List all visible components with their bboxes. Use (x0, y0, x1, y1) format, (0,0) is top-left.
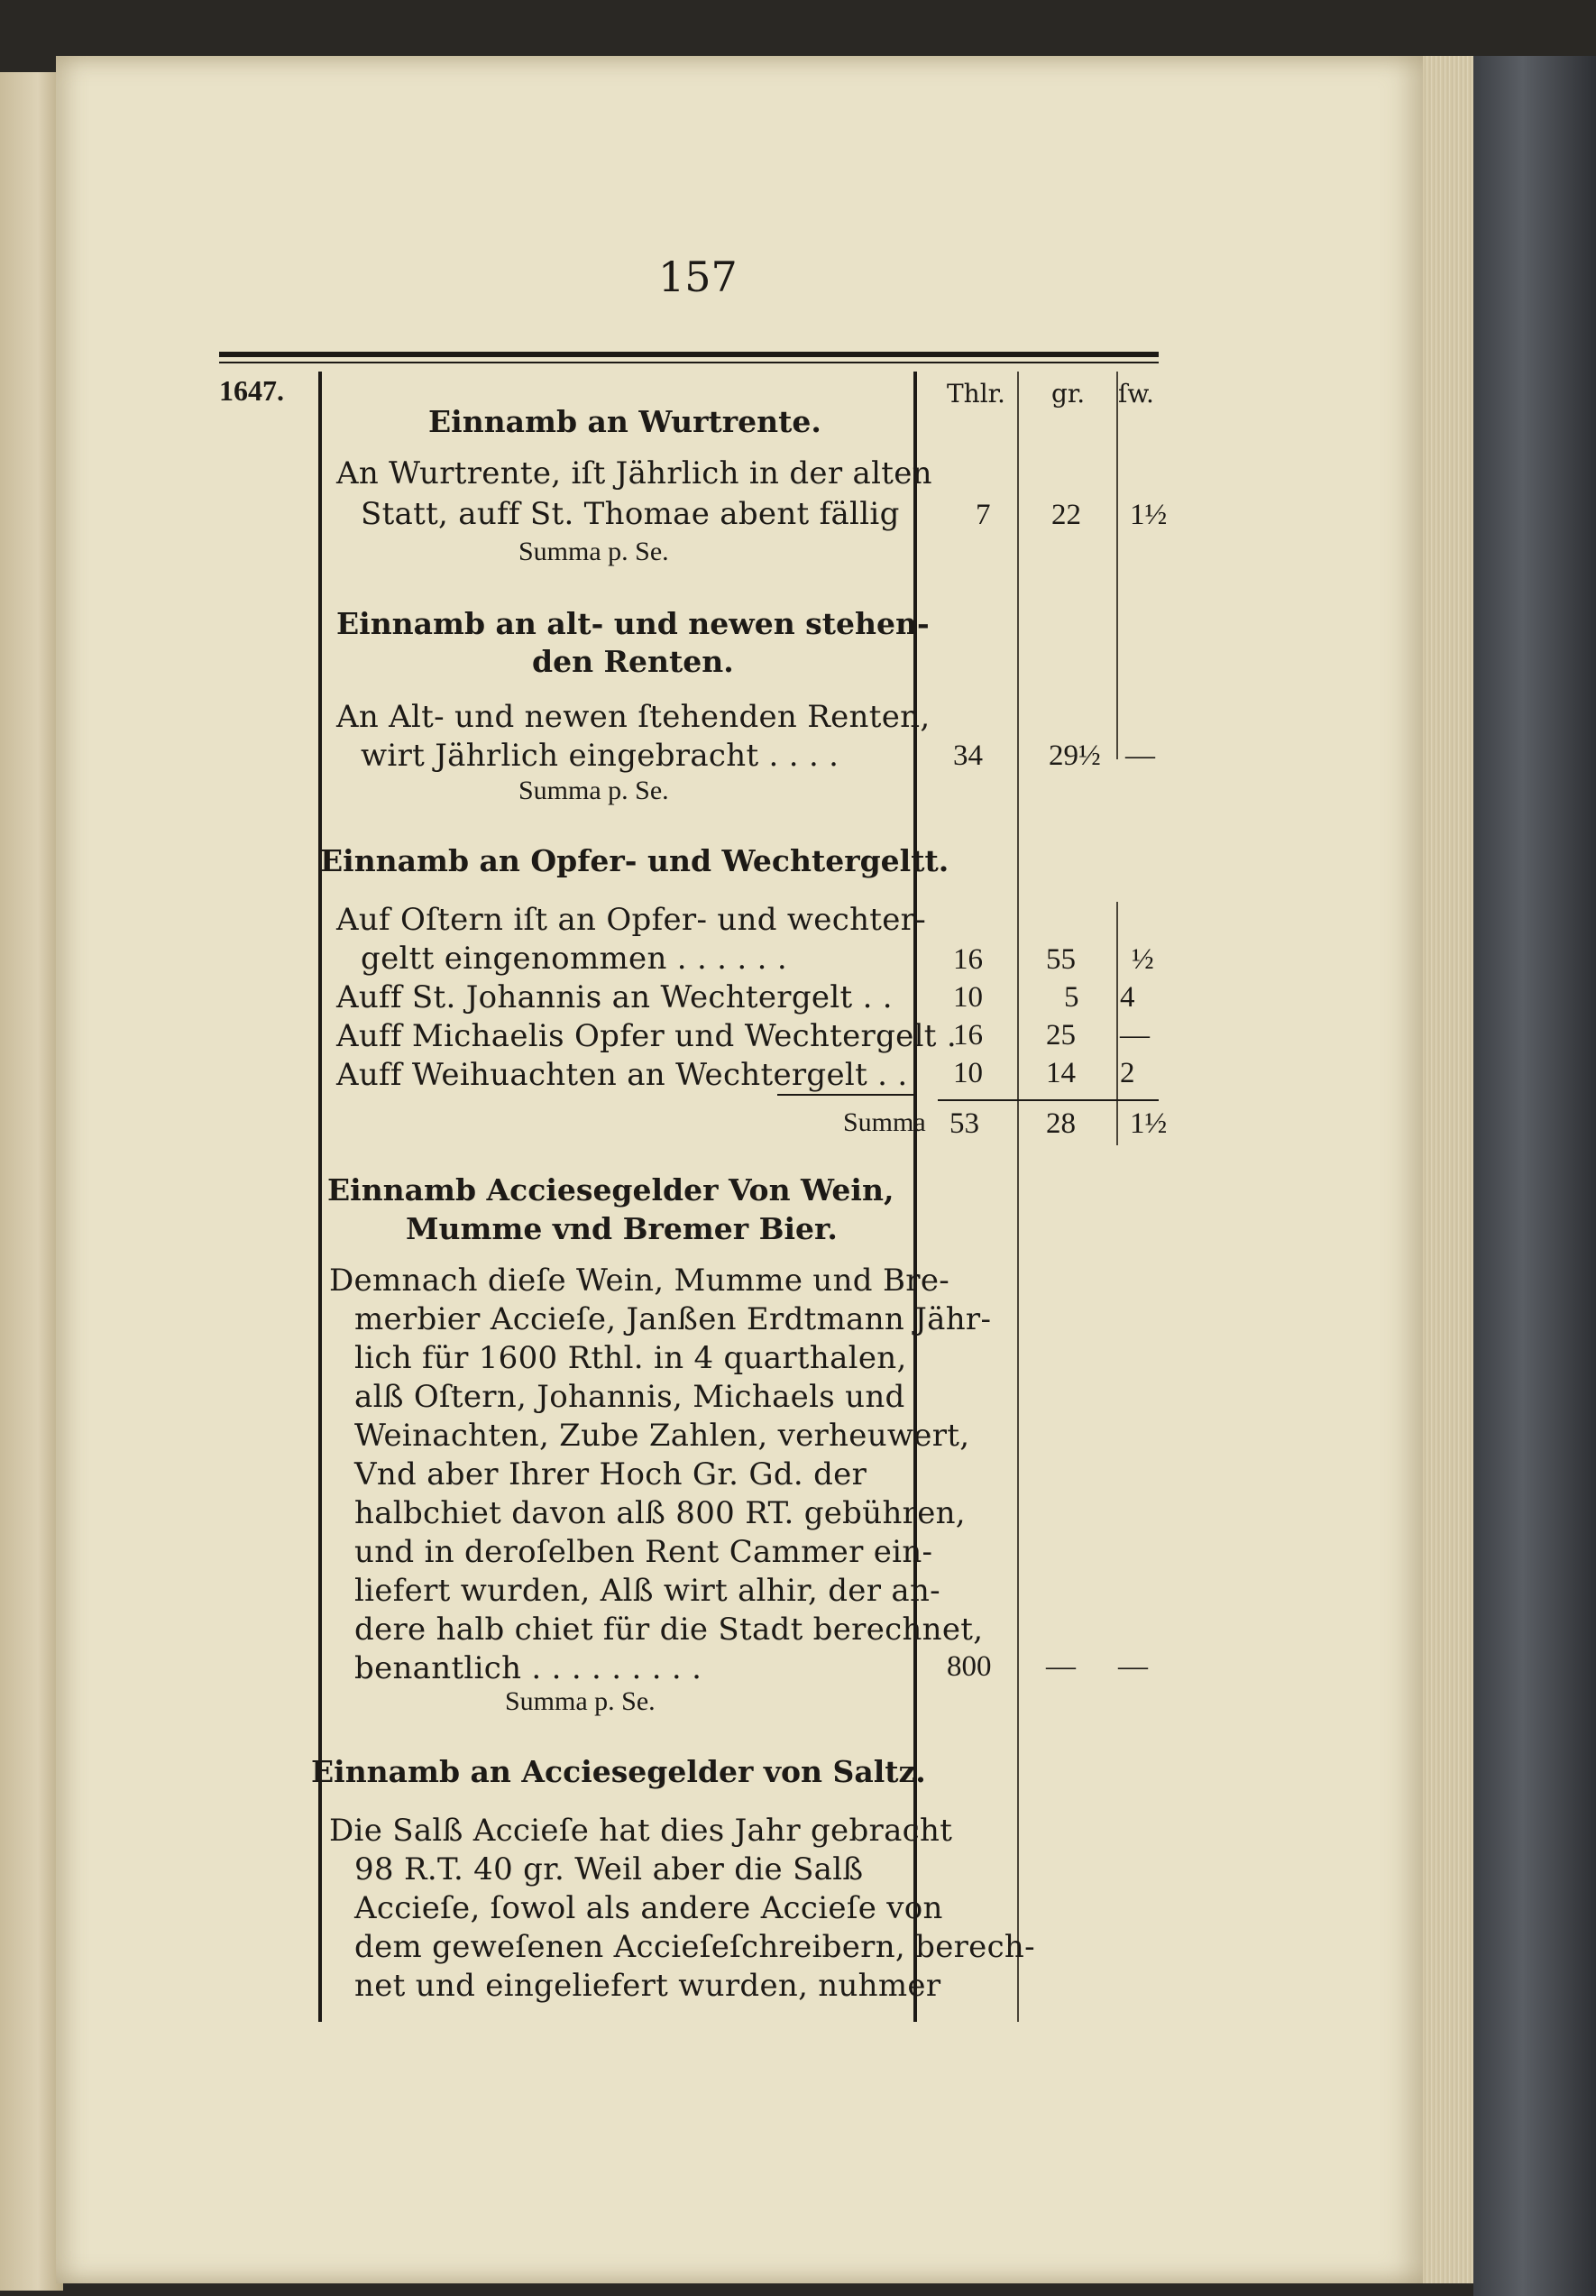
amount-thlr: 34 (953, 739, 983, 772)
total-sw: 1½ (1130, 1107, 1168, 1140)
section-text-line: halbchiet davon alß 800 RT. gebühren, (354, 1495, 966, 1531)
section-heading: Mumme vnd Bremer Bier. (406, 1211, 838, 1246)
section-text-line: 98 R.T. 40 gr. Weil aber die Salß (354, 1851, 864, 1887)
column-header-thlr: Thlr. (947, 379, 1005, 409)
amount-sw: — (1120, 1019, 1150, 1052)
thlr-gr-divider (1017, 372, 1019, 2022)
section-heading: den Renten. (532, 644, 734, 679)
amount-thlr: 800 (947, 1650, 992, 1683)
section-text-line: und in deroſelben Rent Cammer ein- (354, 1534, 933, 1570)
section-text-line: Die Salß Accieſe hat dies Jahr gebracht (329, 1813, 953, 1849)
amount-gr: 5 (1064, 981, 1079, 1014)
section-heading: Einnamb Acciesegelder Von Wein, (327, 1172, 894, 1208)
page-number: 157 (658, 253, 738, 301)
header-rule-thick (219, 352, 1159, 357)
section-heading: Einnamb an alt- und newen stehen- (336, 606, 930, 641)
amount-gr: 14 (1046, 1057, 1076, 1089)
amount-sw: 4 (1120, 981, 1135, 1014)
section-text-line: An Alt- und newen ſtehenden Renten, (336, 699, 931, 735)
section-text-line: Demnach dieſe Wein, Mumme und Bre- (329, 1263, 950, 1299)
section-text-line: dere halb chiet für die Stadt berechnet, (354, 1612, 984, 1648)
section-text-line: Accieſe, ſowol als andere Accieſe von (354, 1890, 943, 1926)
column-header-gr: gr. (1051, 379, 1086, 409)
total-thlr: 53 (949, 1107, 979, 1140)
amount-sw: 2 (1120, 1057, 1135, 1089)
section-text-line: Weinachten, Zube Zahlen, verheuwert, (354, 1418, 970, 1454)
amount-gr: 22 (1051, 499, 1081, 531)
section-text-line: Auff Weihuachten an Wechtergelt . . (336, 1057, 908, 1093)
amount-sw: — (1118, 1650, 1148, 1683)
header-rule-thin (219, 362, 1159, 363)
section-heading: Einnamb an Opfer- und Wechtergeltt. (320, 843, 949, 878)
previous-page-edge (0, 72, 63, 2291)
amount-gr: 55 (1046, 943, 1076, 976)
subtotal-rule (777, 1094, 913, 1096)
amount-thlr: 7 (976, 499, 991, 531)
section-heading: Einnamb an Acciesegelder von Saltz. (311, 1754, 926, 1789)
gr-sw-divider-lower (1116, 902, 1118, 1145)
year-label: 1647. (219, 374, 284, 407)
amount-sw: ½ (1132, 943, 1154, 976)
section-text-line: merbier Accieſe, Janßen Erdtmann Jähr- (354, 1301, 992, 1337)
section-heading: Einnamb an Wurtrente. (428, 404, 821, 439)
amount-sw: 1½ (1130, 499, 1168, 531)
page-block-edges (1423, 56, 1477, 2283)
section-text-line: Vnd aber Ihrer Hoch Gr. Gd. der (354, 1456, 867, 1492)
amount-thlr: 16 (953, 943, 983, 976)
gr-sw-divider (1116, 372, 1118, 759)
section-text-line: An Wurtrente, iſt Jährlich in der alten (336, 455, 932, 491)
section-text-line: dem geweſenen Accieſeſchreibern, berech- (354, 1929, 1035, 1965)
section-text-line: net und eingeliefert wurden, nuhmer (354, 1968, 941, 2004)
section-text-line: benantlich . . . . . . . . . (354, 1650, 702, 1686)
subtotal-rule-amounts (938, 1099, 1159, 1101)
amount-thlr: 10 (953, 981, 983, 1014)
total-gr: 28 (1046, 1107, 1076, 1140)
summa-label: Summa (843, 1107, 926, 1137)
section-text-line: lich für 1600 Rthl. in 4 quarthalen, (354, 1340, 907, 1376)
section-text-line: liefert wurden, Alß wirt alhir, der an- (354, 1573, 940, 1609)
amount-gr: 25 (1046, 1019, 1076, 1052)
section-text-line: geltt eingenommen . . . . . . (361, 941, 787, 977)
amount-thlr: 16 (953, 1019, 983, 1052)
section-text-line: Statt, auff St. Thomae abent fällig (361, 496, 900, 532)
section-text-line: Auff Michaelis Opfer und Wechtergelt . (336, 1018, 957, 1054)
column-header-sw: ſw. (1118, 379, 1154, 409)
section-text-line: Auf Oſtern iſt an Opfer- und wechter- (336, 902, 926, 938)
section-text-line: wirt Jährlich eingebracht . . . . (361, 738, 839, 774)
section-text-line: Auff St. Johannis an Wechtergelt . . (336, 979, 893, 1015)
book-cover (1473, 56, 1596, 2296)
amount-sw: — (1125, 739, 1155, 772)
amount-thlr: 10 (953, 1057, 983, 1089)
summa-label: Summa p. Se. (505, 1686, 656, 1716)
summa-label: Summa p. Se. (518, 537, 669, 566)
section-text-line: alß Oſtern, Johannis, Michaels und (354, 1379, 905, 1415)
summa-label: Summa p. Se. (518, 776, 669, 805)
amount-gr: — (1046, 1650, 1076, 1683)
amount-gr: 29½ (1049, 739, 1101, 772)
